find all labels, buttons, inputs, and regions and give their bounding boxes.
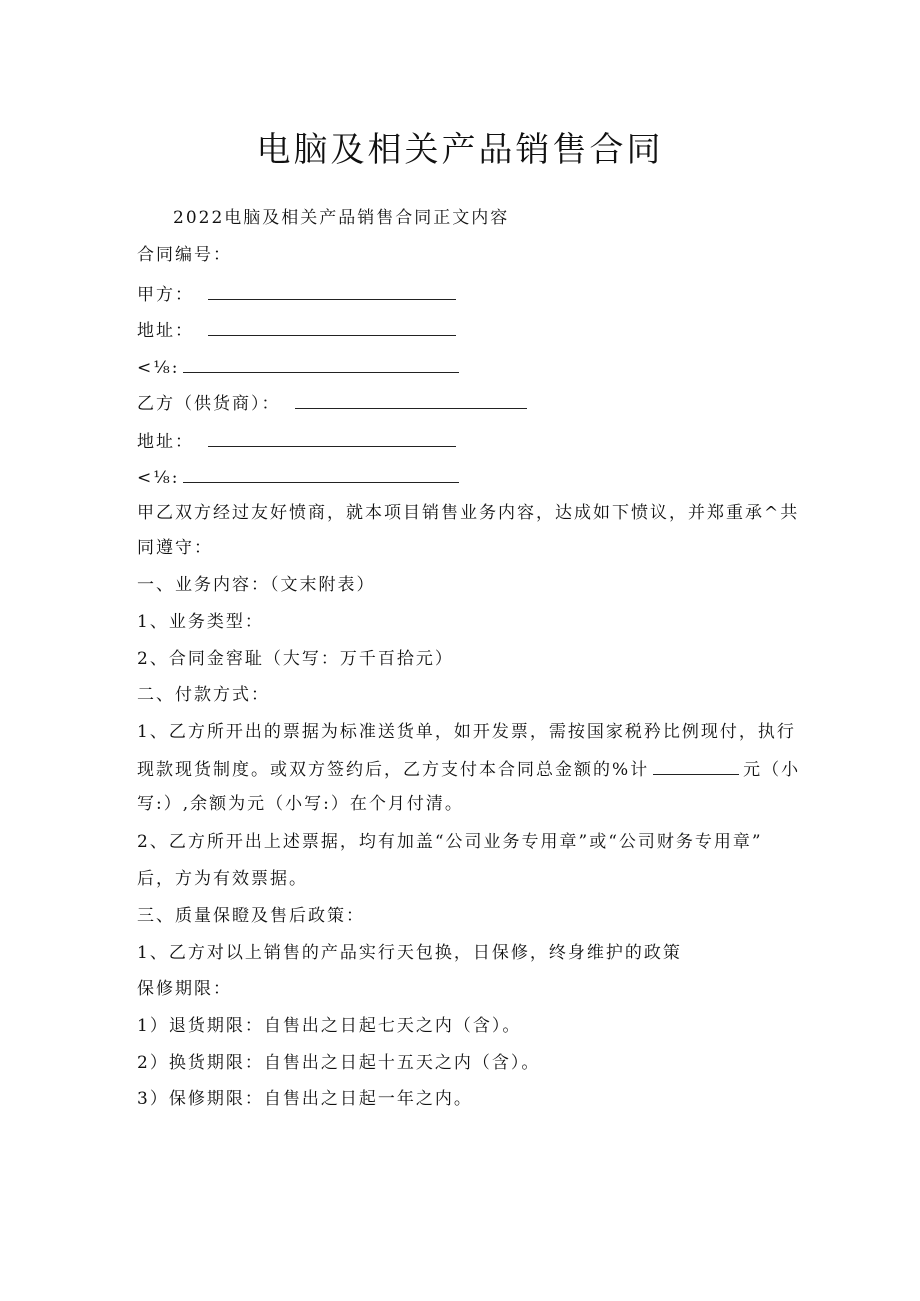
warranty-repair-period: 3）保修期限：自售出之日起一年之内。 xyxy=(137,1089,473,1109)
section-3-item-1: 1、乙方对以上销售的产品实行天包换，日保修，终身维护的政策 xyxy=(137,943,682,963)
party-b-tel-blank xyxy=(183,464,459,483)
section-2-item-1-line-1: 1、乙方所开出的票据为标准送货单，如开发票，需按国家税矜比例现付，执行 xyxy=(137,722,796,742)
payment-unit-text: 元（小 xyxy=(743,760,801,780)
section-1-heading: 一、业务内容：（文末附表） xyxy=(137,575,376,595)
section-2-item-2-line-2: 后，方为有效票据。 xyxy=(137,869,308,889)
section-1-item-1: 1、业务类型： xyxy=(137,612,264,632)
preamble-line-2: 同遵守： xyxy=(137,538,213,558)
warranty-exchange-period: 2）换货期限：自售出之日起十五天之内（含）。 xyxy=(137,1053,541,1073)
party-a-name-label: 甲方： xyxy=(137,285,194,305)
party-b-name-row xyxy=(137,390,527,416)
party-b-address-label: 地址： xyxy=(137,432,194,452)
party-b-name-blank xyxy=(295,390,527,409)
party-a-tel-row xyxy=(137,354,459,380)
party-b-tel-row xyxy=(137,464,459,490)
section-3-heading: 三、质量保瞪及售后政策： xyxy=(137,906,365,926)
party-a-address-row xyxy=(137,317,456,343)
preamble-line-1: 甲乙双方经过友好愤商，就本项目销售业务内容，达成如下愤议，并郑重承^共 xyxy=(137,503,800,523)
section-1-item-2: 2、合同金窖耻（大写：万千百拾元） xyxy=(137,649,454,669)
section-2-heading: 二、付款方式： xyxy=(137,685,270,705)
payment-percent-text: 现款现货制度。或双方签约后，乙方支付本合同总金额的%计 xyxy=(137,760,650,780)
warranty-label: 保修期限： xyxy=(137,979,232,999)
contract-number-label: 合同编号： xyxy=(137,245,232,265)
party-b-address-row xyxy=(137,428,456,454)
subtitle: 2022电脑及相关产品销售合同正文内容 xyxy=(173,208,510,228)
warranty-return-period: 1）退货期限：自售出之日起七天之内（含）。 xyxy=(137,1016,522,1036)
party-a-tel-label: <⅛: xyxy=(137,358,180,378)
party-b-name-label: 乙方（供货商）： xyxy=(137,394,281,414)
payment-amount-blank xyxy=(653,756,739,775)
document-title: 电脑及相关产品销售合同 xyxy=(256,130,664,170)
party-a-name-blank xyxy=(208,281,456,300)
party-b-tel-label: <⅛: xyxy=(137,468,180,488)
section-2-item-2-line-1: 2、乙方所开出上述票据，均有加盖“公司业务专用章”或“公司财务专用章” xyxy=(137,832,763,852)
party-a-address-blank xyxy=(208,317,456,336)
party-a-name-row xyxy=(137,281,456,307)
party-a-tel-blank xyxy=(183,354,459,373)
section-2-item-1-line-3: 写:）,余额为元（小写:）在个月付清。 xyxy=(137,794,464,814)
party-a-address-label: 地址： xyxy=(137,321,194,341)
section-2-item-1-line-2 xyxy=(137,756,800,782)
party-b-address-blank xyxy=(208,428,456,447)
